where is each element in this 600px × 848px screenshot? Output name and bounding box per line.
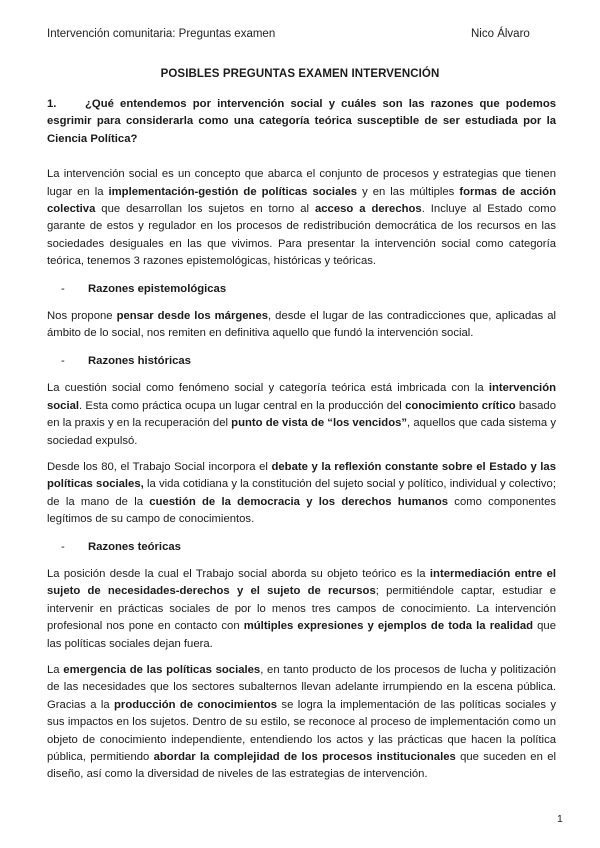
header-author: Nico Álvaro (471, 28, 530, 40)
question-heading (47, 96, 556, 148)
paragraph-epistemologicas: Nos propone pensar desde los márgenes, desde el lugar de las contradicciones que, aplicadas al ámbito de lo social, nos remiten en definitiva aquello que fundó la intervención social. (47, 310, 556, 340)
question-number: 1. (47, 98, 57, 110)
section-heading-historicas: - Razones históricas (61, 353, 556, 370)
paragraph-teoricas-2: La emergencia de las políticas sociales, en tanto producto de los procesos de lucha y politización de las necesidades que los sectores subalternos llevan adelante irrumpiendo en la escena pública. Gracias a la producción de conocimientos se logra la implementación de las políticas sociales y sus impactos en los sujetos. Dentro de su estilo, se reconoce al proceso de implementación como un objeto de conocimiento independiente, entendiendo los actos y las prácticas que hacen la política pública, permitiendo abordar la complejidad de los procesos institucionales que suceden en el diseño, así como la diversidad de niveles de las estrategias de intervención. (47, 663, 556, 781)
bullet-dash: - (61, 354, 65, 367)
page-title: POSIBLES PREGUNTAS EXAMEN INTERVENCIÓN (160, 68, 440, 80)
document-body (47, 96, 556, 793)
section-heading-epistemologicas: - Razones epistemológicas (61, 281, 556, 298)
section-heading-teoricas: - Razones teóricas (61, 539, 556, 556)
bullet-dash: - (61, 540, 65, 553)
question-text: ¿Qué entendemos por intervención social y cuáles son las razones que podemos esgrimir para considerarla como una categoría teórica susceptible de ser estudiada por la Ciencia Política? (47, 98, 556, 145)
page-number: 1 (557, 813, 563, 825)
bullet-dash: - (61, 282, 65, 295)
header-document-title: Intervención comunitaria: Preguntas examen (47, 28, 276, 40)
paragraph-historicas-2: Desde los 80, el Trabajo Social incorpora el debate y la reflexión constante sobre el Estado y las políticas sociales, la vida cotidiana y la constitución del sujeto social y político, individual y colectivo; de la mano de la cuestión de la democracia y los derechos humanos como componentes legítimos de su campo de conocimientos. (47, 460, 557, 526)
paragraph-intro: La intervención social es un concepto que abarca el conjunto de procesos y estrategias que tienen lugar en la implementación-gestión de políticas sociales y en las múltiples formas de acción colectiva que desarrollan los sujetos en torno al acceso a derechos. Incluye al Estado como garante de estos y regulador en los procesos de redistribución democrática de los recursos en las sociedades desiguales en las que vivimos. Para presentar la intervención social como categoría teórica, tenemos 3 razones epistemológicas, históricas y teóricas. (47, 168, 556, 268)
paragraph-historicas-1: La cuestión social como fenómeno social y categoría teórica está imbricada con la intervención social. Esta como práctica ocupa un lugar central en la producción del conocimiento crítico basado en la praxis y en la recuperación del punto de vista de “los vencidos”, aquellos que cada sistema y sociedad expulsó. (47, 382, 556, 447)
paragraph-teoricas-1: La posición desde la cual el Trabajo social aborda su objeto teórico es la intermediación entre el sujeto de necesidades-derechos y el sujeto de recursos; permitiéndole captar, estudiar e intervenir en prácticas sociales de por lo menos tres campos de conocimiento. La intervención profesional nos pone en contacto con múltiples expresiones y ejemplos de toda la realidad que las políticas sociales dejan fuera. (47, 567, 556, 650)
